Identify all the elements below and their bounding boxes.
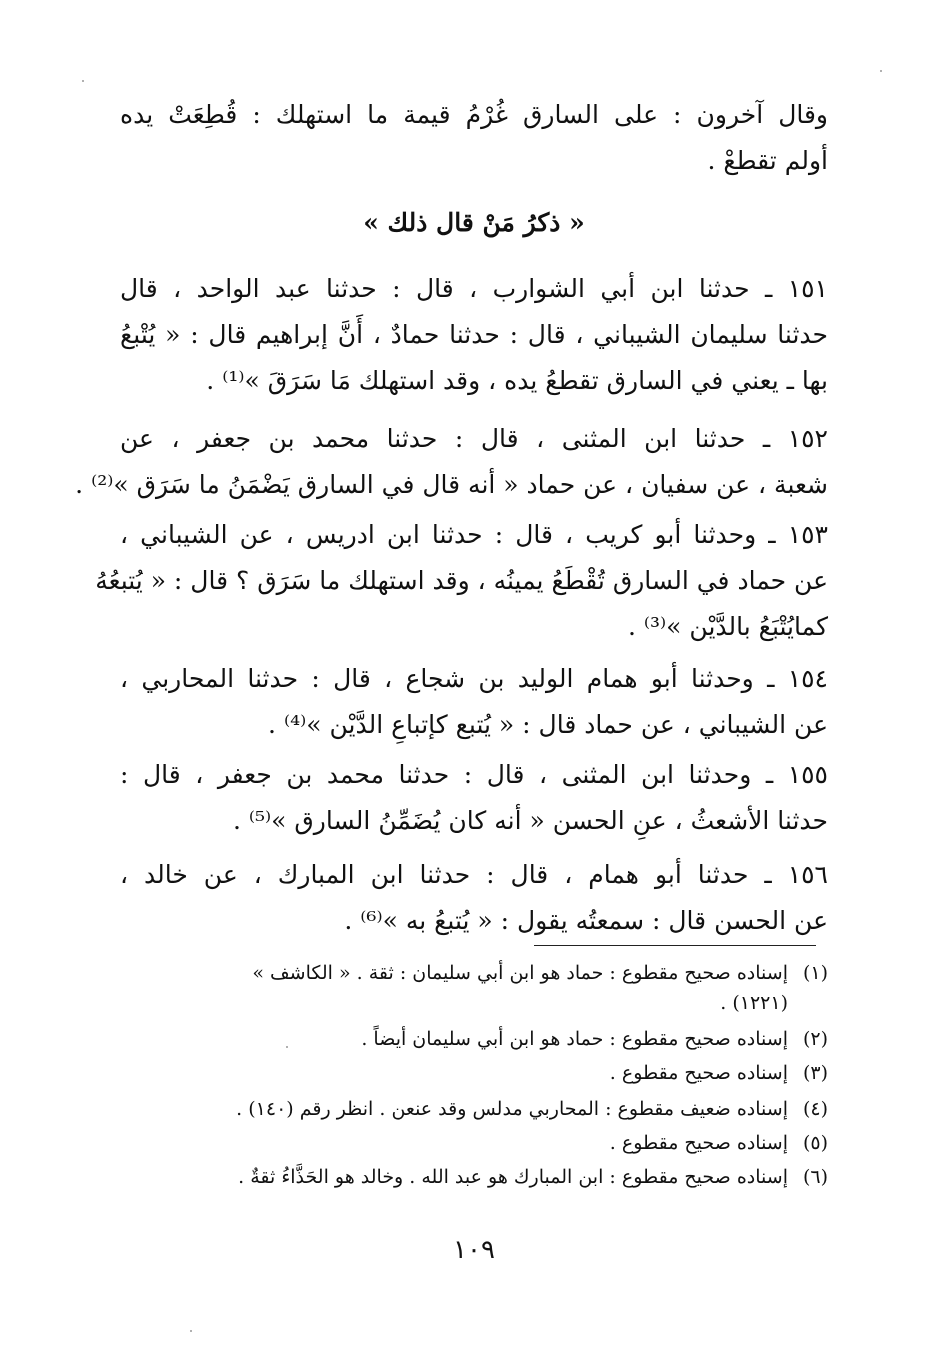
- footnote-text: إسناده صحيح مقطوع : ابن المبارك هو عبد الله . وخالد هو الحَذَّاءُ ثقةٌ .: [238, 1166, 788, 1188]
- footnote-number: (٣): [802, 1062, 828, 1084]
- footnote-text: إسناده صحيح مقطوع .: [609, 1062, 788, 1084]
- paragraph-line: بها ـ يعني في السارق تقطعُ يده ، وقد استهلك مَا سَرَقَ »⁽¹⁾ .: [206, 366, 828, 395]
- paragraph-line: عن الحسن قال : سمعتُه يقول : « يُتبعُ به »⁽⁶⁾ .: [344, 906, 828, 935]
- footnote-6: [120, 1162, 828, 1192]
- footnote-separator: [534, 945, 816, 946]
- paragraph-line: ١٥٤ ـ وحدثنا أبو همام الوليد بن شجاع ، قال : حدثنا المحاربي ،: [120, 664, 828, 693]
- paragraph-line: حدثنا الأشعثُ ، عنِ الحسن « أنه كان يُضَمِّنُ السارق »⁽⁵⁾ .: [232, 806, 828, 835]
- paragraph-151: [120, 266, 828, 404]
- scan-speck: [82, 80, 84, 82]
- footnote-number: (٢): [802, 1028, 828, 1050]
- footnote-text: إسناده صحيح مقطوع .: [609, 1132, 788, 1154]
- paragraph-line: ١٥٦ ـ حدثنا أبو همام ، قال : حدثنا ابن المبارك ، عن خالد ،: [120, 860, 828, 889]
- footnote-5: [120, 1128, 828, 1158]
- paragraph-line: ١٥٥ ـ وحدثنا ابن المثنى ، قال : حدثنا محمد بن جعفر ، قال :: [120, 760, 828, 789]
- paragraph-156: [120, 852, 828, 944]
- paragraph-line: عن حماد في السارق تُقْطَعُ يمينُه ، وقد استهلك ما سَرَق ؟ قال : « يُتبعُهُ: [95, 566, 828, 595]
- footnote-text: إسناده صحيح مقطوع : حماد هو ابن أبي سليمان أيضاً .: [361, 1028, 788, 1050]
- paragraph-line: عن الشيباني ، عن حماد قال : « يُتبع كإتباعِ الدَّيْن »⁽⁴⁾ .: [268, 710, 828, 739]
- paragraph-line: حدثنا سليمان الشيباني ، قال : حدثنا حمادٌ ، أَنَّ إبراهيم قال : « يُتْبعُ: [120, 320, 828, 349]
- footnote-1: [120, 958, 828, 1018]
- footnote-3: [120, 1058, 828, 1088]
- footnote-text: إسناده صحيح مقطوع : حماد هو ابن أبي سليمان : ثقة . « الكاشف »: [252, 962, 788, 984]
- scan-speck: [286, 1046, 288, 1048]
- intro-line-1: وقال آخرون : على السارق غُرْمُ قيمة ما استهلك : قُطِعَتْ يده: [120, 100, 828, 129]
- paragraph-line: ١٥١ ـ حدثنا ابن أبي الشوارب ، قال : حدثنا عبد الواحد ، قال: [120, 274, 828, 303]
- paragraph-152: [75, 416, 828, 508]
- footnote-number: (٥): [802, 1132, 828, 1154]
- footnote-4: [120, 1094, 828, 1124]
- intro-line-2: أولم تقطعْ .: [707, 146, 828, 175]
- scan-speck: [880, 70, 882, 72]
- paragraph-line: ١٥٢ ـ حدثنا ابن المثنى ، قال : حدثنا محمد بن جعفر ، عن: [120, 424, 828, 453]
- footnote-text: إسناده ضعيف مقطوع : المحاربي مدلس وقد عنعن . انظر رقم (١٤٠) .: [236, 1098, 788, 1120]
- paragraph-154: [120, 656, 828, 748]
- intro-paragraph: [120, 92, 828, 184]
- paragraph-line: كمايُتْبَعُ بالدَّيْن »⁽³⁾ .: [627, 612, 828, 641]
- page-number: ١٠٩: [453, 1235, 495, 1265]
- scan-speck: [190, 1330, 192, 1332]
- footnote-number: (٦): [802, 1166, 828, 1188]
- paragraph-155: [120, 752, 828, 844]
- footnote-number: (١): [802, 962, 828, 984]
- section-heading: « ذكرُ مَنْ قال ذلك »: [363, 208, 585, 237]
- paragraph-153: [95, 512, 828, 650]
- footnote-number: (٤): [802, 1098, 828, 1120]
- paragraph-line: شعبة ، عن سفيان ، عن حماد « أنه قال في السارق يَضْمَنُ ما سَرَق »⁽²⁾ .: [75, 470, 828, 499]
- footnote-continuation: (١٢٢١) .: [720, 992, 788, 1014]
- paragraph-line: ١٥٣ ـ وحدثنا أبو كريب ، قال : حدثنا ابن ادريس ، عن الشيباني ،: [120, 520, 828, 549]
- footnote-2: [120, 1024, 828, 1054]
